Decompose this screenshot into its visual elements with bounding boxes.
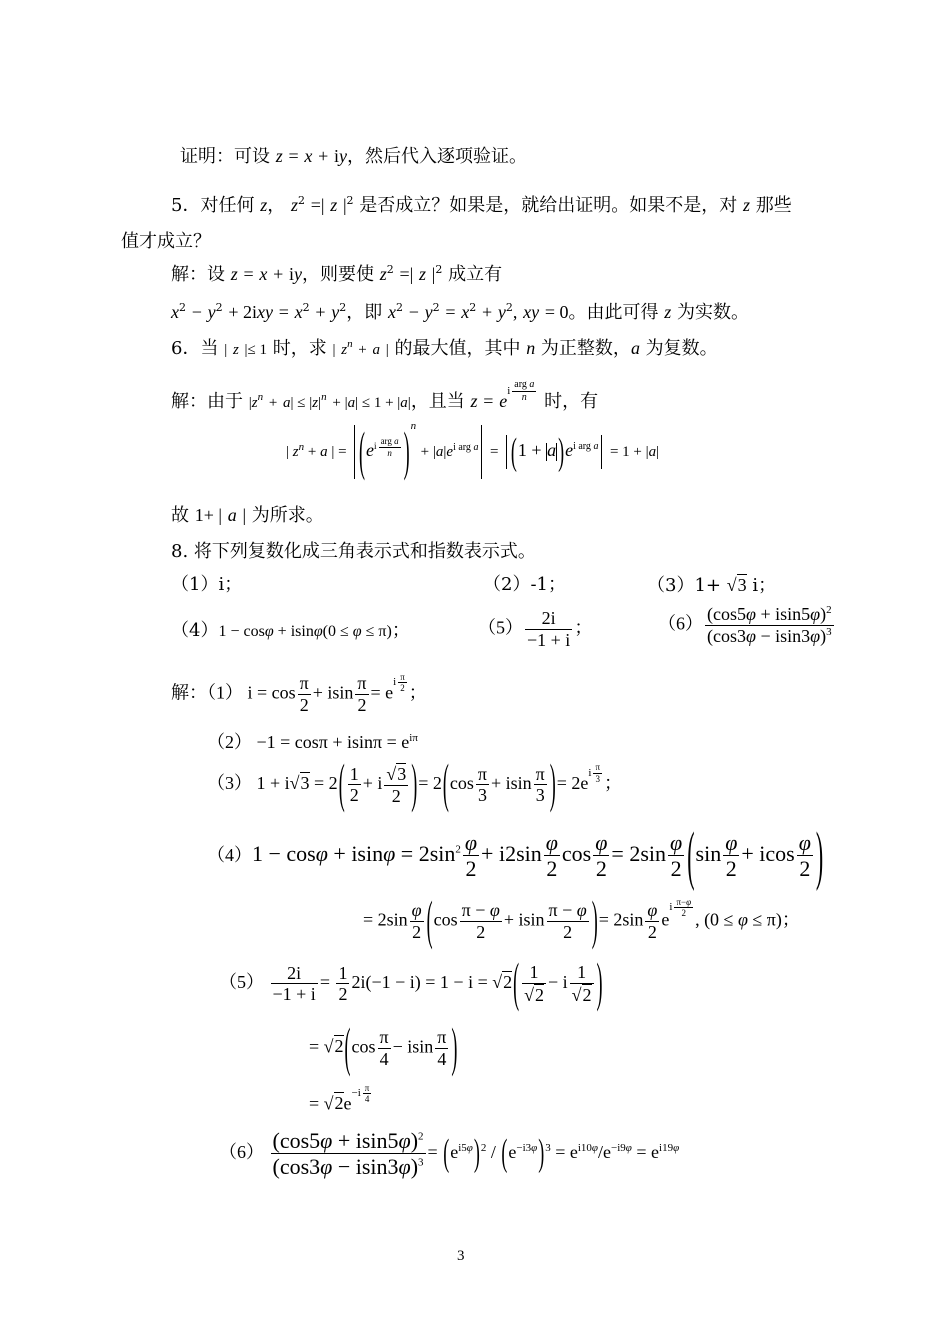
q8-item-4: （4）1 − cosφ + isinφ(0 ≤ φ ≤ π)； — [171, 620, 410, 641]
q5-solution-line1: 解：设 z = x + iy，则要使 $z^2$ =| z $|^2$ 成立有 — [171, 263, 503, 285]
q5-line1: 5．对任何 z， $z^2$ =| z $|^2$ 是否成立？如果是，就给出证明。如果不是，对 z 那些 — [171, 194, 792, 216]
q8-item-6: （6） $\frac{(\cos 5\varphi + isin5\varphi)^2}{(\cos 3\varphi - isin3\varphi)^3}$ — [658, 604, 832, 646]
q5-line2: 值才成立？ — [121, 231, 211, 252]
q8-solution-1: 解：（1） i = cos $\frac{\pi}{2}$ + isin $\frac{\pi}{2}$ = $e^{i \frac{\pi}{2}}$ ； — [171, 671, 427, 715]
page-number: 3 — [457, 1248, 465, 1264]
q8-solution-6: （6） $\frac{(\cos 5\varphi + isin5\varphi)^2}{(\cos 3\varphi - isin3\varphi)^3}$ = $(e^{i5\varphi})^2 / (e^{-i3\varphi})^3 = e^{i10\varphi}/e^{-i9\varphi} = e^{i19\varphi}$ — [219, 1128, 680, 1180]
q8-solution-3: （3） 1 + i√3 = 2( $\frac{1}{2}$ + i $\frac{√3}{2}$ )= 2(cos $\frac{\pi}{3}$ + isin $\frac{\pi}{3}$ )= $2e^{i \frac{\pi}{3}}$ ； — [207, 753, 622, 814]
q8-solution-5a: （5） $\frac{2i}{-1 + i}$ = $\frac{1}{2}$ 2i(−1 − i) = 1 − i = √2( $\frac{1}{√2}$ − i $\frac{1}{√2}$ ) — [219, 952, 603, 1013]
q8-solution-5c: = $√2e^{-i \frac{\pi}{4}}$ — [309, 1083, 370, 1114]
q6-solution-line1: 解：由于 $|z^n + a| \le |z|^n + |a| \le 1 + |a|$，且当 $z = e^{i \frac{\text{arg a}}{n}}$ 时，有 — [171, 379, 599, 412]
q8-item-2: （2）-1； — [483, 574, 566, 595]
q8-item-1: （1）i； — [171, 574, 243, 595]
q8-item-3: （3）1+ √3 i； — [647, 575, 777, 596]
q6-line1: 6．当 | z |≤ 1 时，求 | $z^n + a$ | 的最大值，其中 n 为正整数，a 为复数。 — [171, 338, 718, 359]
q8-item-5: （5） $\frac{2i}{-1 + i}$ ； — [478, 608, 593, 650]
q8-solution-4b: = 2sin $\frac{\varphi}{2}$ (cos $\frac{\pi - \varphi}{2}$ + isin $\frac{\pi - \varphi}{2}$ )= 2sin $\frac{\varphi}{2}$ $e^{i \frac{\pi-\varphi}{2}}$ , (0 ≤ φ ≤ π)； — [363, 889, 800, 950]
q6-solution-equation: | $z^n + a$ | = ($e^{i \frac{\text{arg a}}{n}}$ )$^n + |a|e^{i arg a} = (1 + a$ )$e^{i arg a} = 1 + |a|$ — [286, 420, 660, 481]
q8-solution-2: $(2) -1 = \cos\pi + isin\pi = e^{i\pi}$ — [207, 732, 418, 752]
proof-note: 证明：可设 z = x + iy，然后代入逐项验证。 — [180, 146, 528, 167]
q8-solution-5b: = √2(cos $\frac{\pi}{4}$ − isin $\frac{\pi}{4}$ ) — [309, 1016, 458, 1077]
q5-solution-line2: $x^2 - y^2 + 2ixy = x^2 + y^2$，即 $x^2 - y^2 = x^2 + y^2$, xy = 0。由此可得 z 为实数。 — [171, 301, 749, 323]
q6-solution-line3: 故 1+ | a | 为所求。 — [171, 505, 324, 526]
q8-solution-4a: $(4)1 - \cos\varphi + isin\varphi = 2\sin^2$ $\frac{\varphi}{2}$ + i2sin $\frac{\varphi}{2}$ cos $\frac{\varphi}{2}$ = 2sin $\frac{\varphi}{2}$ (sin $\frac{\varphi}{2}$ + icos $\frac{\varphi}{2}$ ) — [207, 816, 824, 892]
q8-title: 8. 将下列复数化成三角表示式和指数表示式。 — [171, 541, 536, 562]
